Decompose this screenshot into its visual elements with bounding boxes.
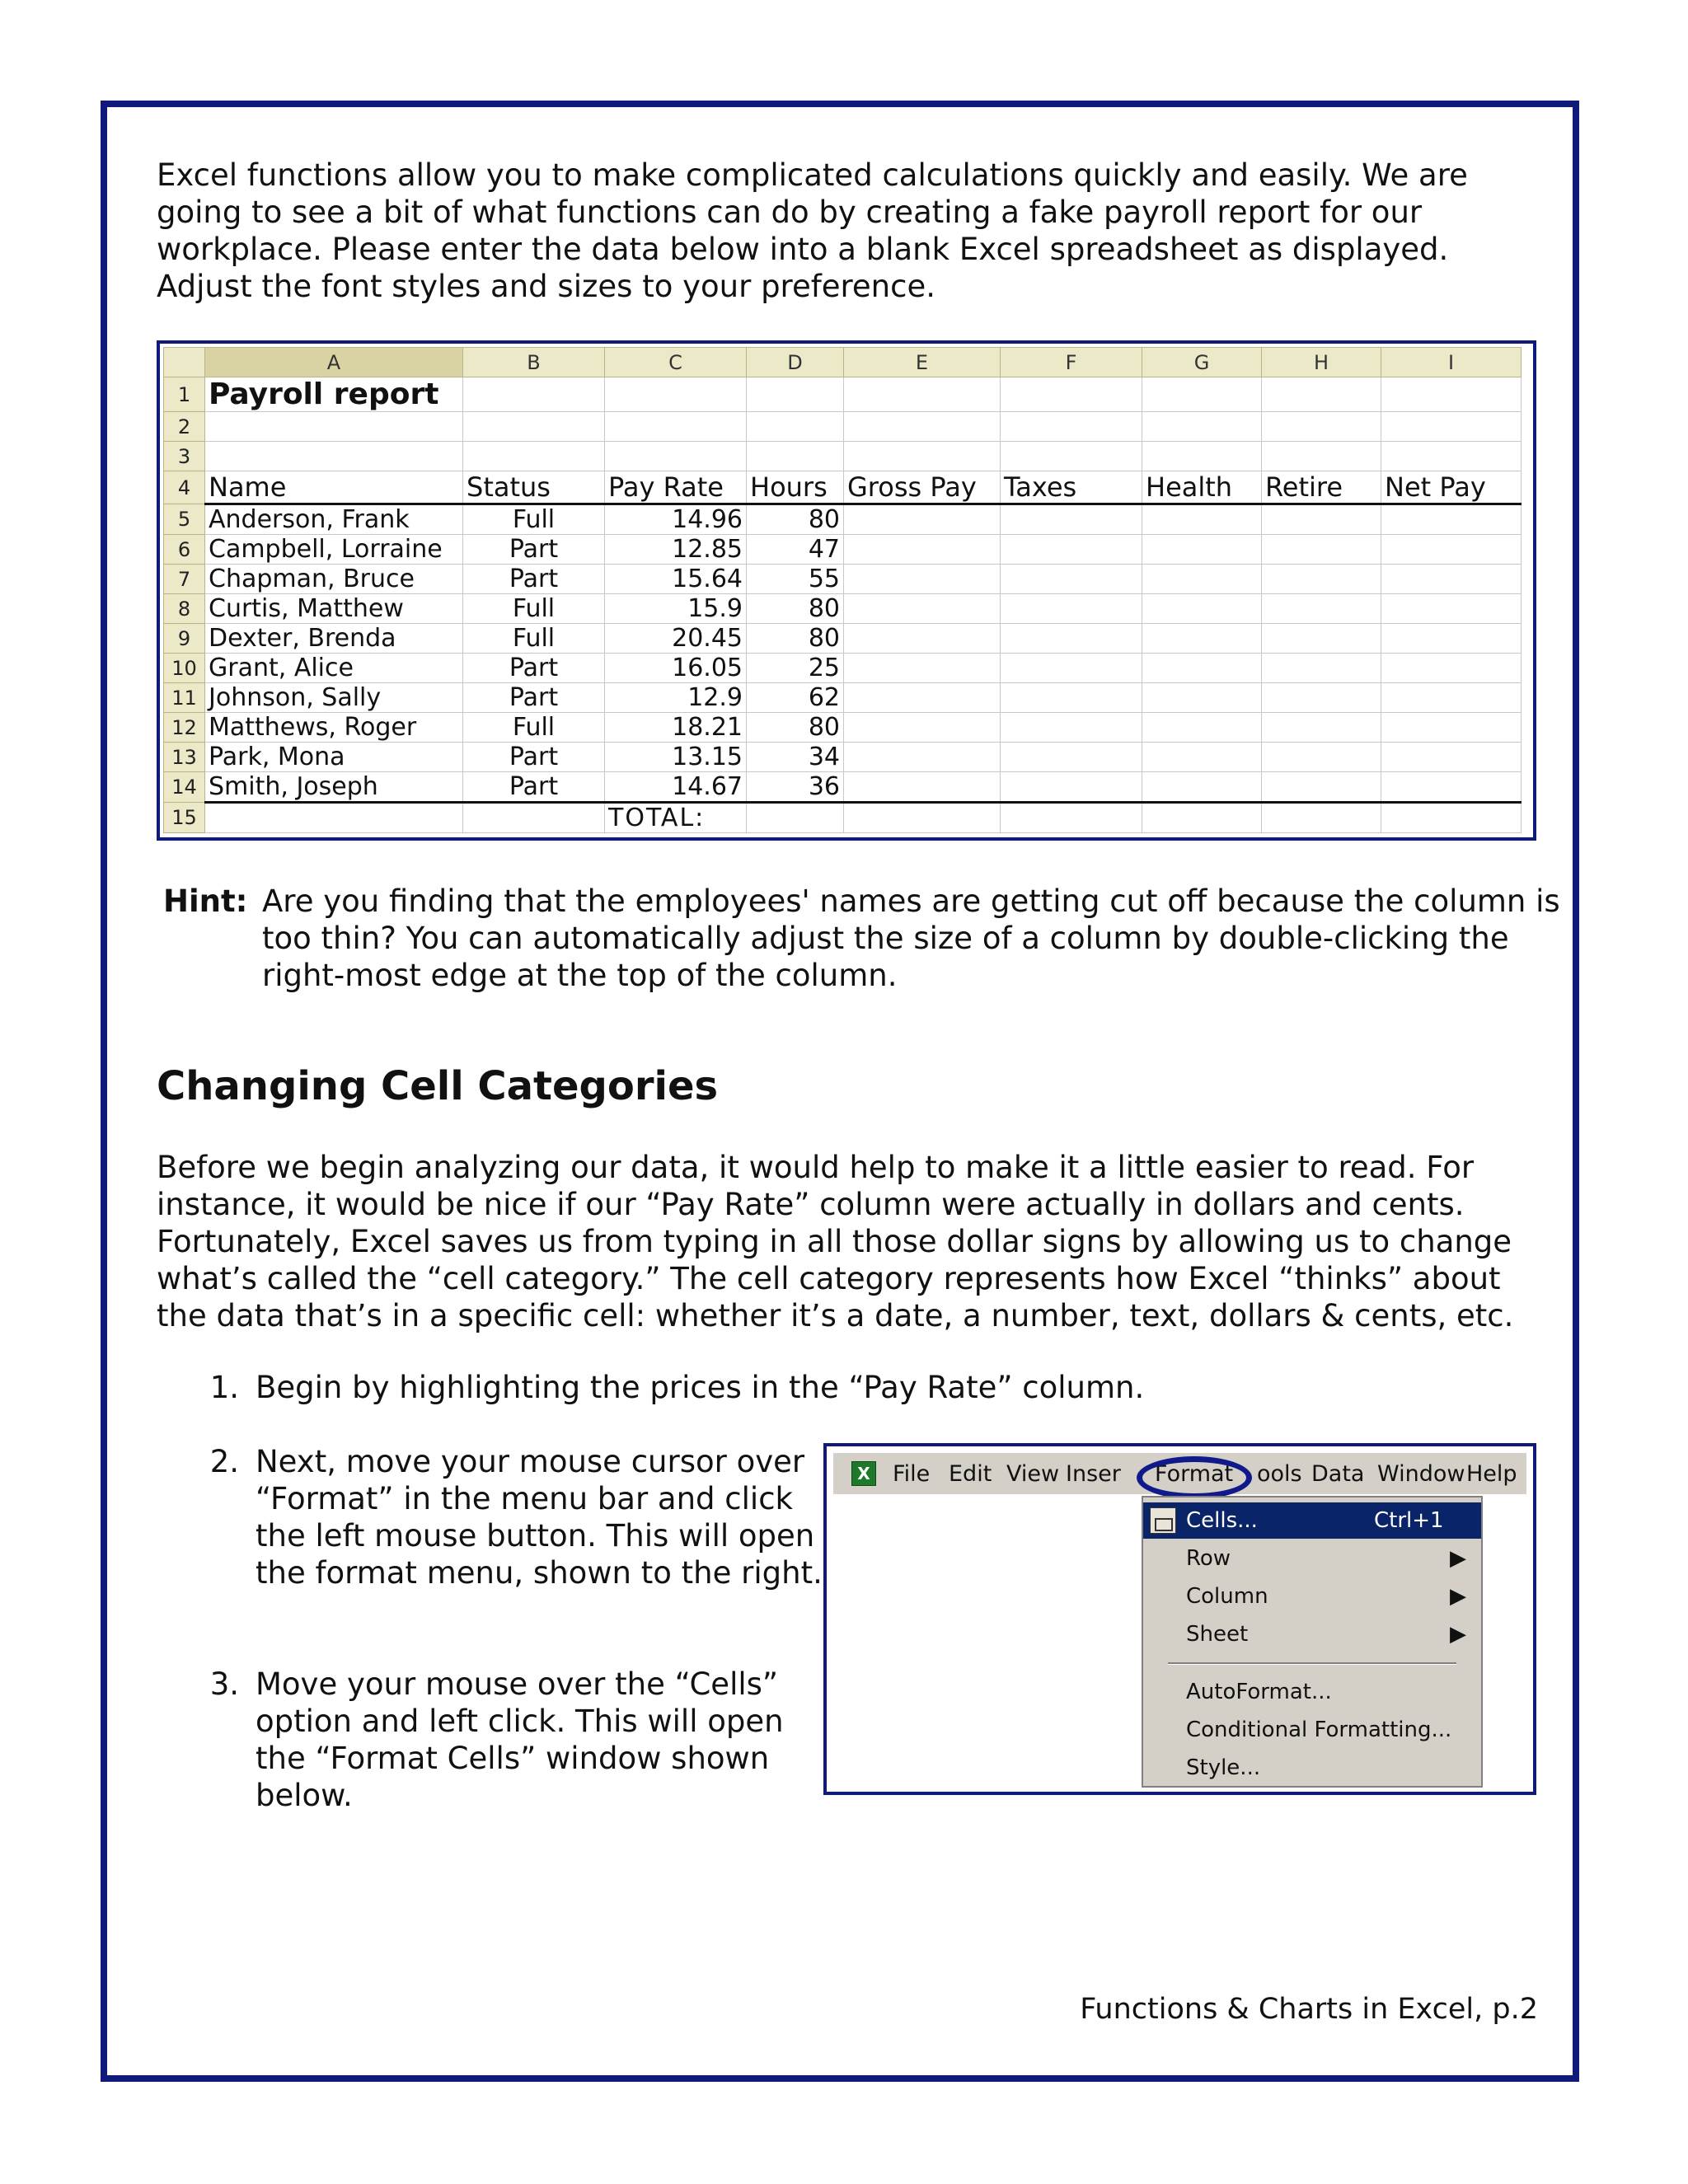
column-header-i[interactable]: I	[1381, 348, 1522, 377]
status-cell[interactable]: Full	[463, 713, 605, 743]
shortcut-label: Ctrl+1	[1374, 1508, 1444, 1533]
cell[interactable]	[205, 442, 463, 471]
row-header[interactable]: 6	[164, 535, 205, 565]
cell[interactable]	[1381, 624, 1522, 654]
cell[interactable]	[844, 713, 1001, 743]
hours-cell[interactable]: 55	[747, 565, 844, 594]
cell[interactable]	[1142, 683, 1262, 713]
cell[interactable]	[1262, 683, 1381, 713]
cell[interactable]	[747, 803, 844, 833]
pay-rate-cell[interactable]: 16.05	[605, 654, 747, 683]
status-cell[interactable]: Part	[463, 743, 605, 772]
name-cell[interactable]: Johnson, Sally	[205, 683, 463, 713]
menu-insert[interactable]: Inser	[1066, 1461, 1121, 1487]
menu-edit[interactable]: Edit	[949, 1461, 992, 1487]
row-header[interactable]: 7	[164, 565, 205, 594]
cell[interactable]	[1262, 743, 1381, 772]
name-cell[interactable]: Matthews, Roger	[205, 713, 463, 743]
cell[interactable]	[1142, 713, 1262, 743]
excel-app-icon[interactable]: X	[851, 1461, 876, 1486]
page-footer: Functions & Charts in Excel, p.2	[1080, 1993, 1538, 2026]
format-menu-screenshot	[823, 1443, 1536, 1795]
table-row	[164, 683, 1522, 713]
cell[interactable]	[1142, 772, 1262, 803]
menu-item-label: Sheet	[1186, 1622, 1249, 1647]
cell[interactable]	[1262, 535, 1381, 565]
hours-cell[interactable]: 80	[747, 713, 844, 743]
cell[interactable]	[1262, 624, 1381, 654]
cell[interactable]	[1142, 504, 1262, 535]
hours-cell[interactable]: 80	[747, 624, 844, 654]
header-gross-pay[interactable]: Gross Pay	[844, 471, 1001, 504]
column-header-h[interactable]: H	[1262, 348, 1381, 377]
cell[interactable]	[844, 594, 1001, 624]
cell[interactable]	[1262, 713, 1381, 743]
cell[interactable]	[1142, 594, 1262, 624]
name-cell[interactable]: Campbell, Lorraine	[205, 535, 463, 565]
pay-rate-cell[interactable]: 13.15	[605, 743, 747, 772]
row-header[interactable]: 14	[164, 772, 205, 803]
step-number: 3.	[209, 1666, 239, 1702]
cell[interactable]	[1262, 654, 1381, 683]
cell[interactable]	[844, 624, 1001, 654]
cell[interactable]	[1381, 713, 1522, 743]
cell[interactable]	[1142, 743, 1262, 772]
header-net-pay[interactable]: Net Pay	[1381, 471, 1522, 504]
cell[interactable]	[1381, 803, 1522, 833]
column-header-e[interactable]: E	[844, 348, 1001, 377]
section-title: Changing Cell Categories	[157, 1063, 719, 1109]
name-cell[interactable]: Chapman, Bruce	[205, 565, 463, 594]
intro-paragraph: Excel functions allow you to make complicated calculations quickly and easily. We are going to see a bit of what functions can do by creating a fake payroll report for our workplace. Please enter the data below into a blank Excel spreadsheet as displayed. Adjust the font styles and sizes to your preference.	[157, 157, 1468, 304]
cell[interactable]	[1262, 504, 1381, 535]
cell[interactable]	[1001, 803, 1142, 833]
column-header-b[interactable]: B	[463, 348, 605, 377]
status-cell[interactable]: Part	[463, 683, 605, 713]
header-retire[interactable]: Retire	[1262, 471, 1381, 504]
hint-text: Are you finding that the employees' names are getting cut off because the column is too thin? You can automatically adjust the size of a column by double-clicking the right-most edge at the top of the column.	[262, 883, 1560, 993]
hours-cell[interactable]: 80	[747, 504, 844, 535]
body-paragraph: Before we begin analyzing our data, it would help to make it a little easier to read. For instance, it would be nice if our “Pay Rate” column were actually in dollars and cents. Fortunately, Excel saves us from typing in all those dollar signs by allowing us to change what’s called the “cell category.” The cell category represents how Excel “thinks” about the data that’s in a specific cell: whether it’s a date, a number, text, dollars & cents, etc.	[157, 1150, 1514, 1333]
format-dropdown-menu	[1142, 1496, 1483, 1788]
column-header-f[interactable]: F	[1001, 348, 1142, 377]
cell[interactable]	[1381, 654, 1522, 683]
spreadsheet-grid	[163, 347, 1522, 833]
menu-item-label: Column	[1186, 1584, 1268, 1609]
cell[interactable]	[1262, 803, 1381, 833]
cell[interactable]	[844, 772, 1001, 803]
cell[interactable]	[1142, 565, 1262, 594]
total-label-cell[interactable]: TOTAL:	[605, 803, 747, 833]
menu-window[interactable]: Window	[1377, 1461, 1465, 1487]
cell[interactable]	[1001, 377, 1142, 412]
cell[interactable]	[1001, 654, 1142, 683]
submenu-arrow-icon: ▶	[1450, 1622, 1466, 1647]
pay-rate-cell[interactable]: 18.21	[605, 713, 747, 743]
table-row	[164, 535, 1522, 565]
cell[interactable]	[1381, 504, 1522, 535]
pay-rate-cell[interactable]: 12.9	[605, 683, 747, 713]
header-status[interactable]: Status	[463, 471, 605, 504]
menu-item-cells[interactable]	[1143, 1502, 1481, 1539]
step-number: 2.	[209, 1444, 239, 1479]
column-header-a[interactable]: A	[205, 348, 463, 377]
row-header[interactable]: 5	[164, 504, 205, 535]
name-cell[interactable]: Grant, Alice	[205, 654, 463, 683]
row-header[interactable]: 12	[164, 713, 205, 743]
cell[interactable]	[605, 412, 747, 442]
menu-item-sheet[interactable]	[1143, 1616, 1481, 1652]
cell[interactable]	[1001, 713, 1142, 743]
cell[interactable]	[463, 377, 605, 412]
menu-item-label: Cells...	[1186, 1508, 1258, 1533]
cell[interactable]	[844, 504, 1001, 535]
cell[interactable]	[1262, 565, 1381, 594]
cell[interactable]	[844, 565, 1001, 594]
header-hours[interactable]: Hours	[747, 471, 844, 504]
cell[interactable]	[1142, 377, 1262, 412]
cell[interactable]	[1142, 654, 1262, 683]
hours-cell[interactable]: 47	[747, 535, 844, 565]
table-row	[164, 654, 1522, 683]
column-header-c[interactable]: C	[605, 348, 747, 377]
name-cell[interactable]: Anderson, Frank	[205, 504, 463, 535]
row-header[interactable]: 8	[164, 594, 205, 624]
cell[interactable]	[1142, 624, 1262, 654]
menu-item-label: Style...	[1186, 1755, 1261, 1780]
submenu-arrow-icon: ▶	[1450, 1584, 1466, 1609]
menu-item-style[interactable]	[1143, 1750, 1481, 1786]
pay-rate-cell[interactable]: 12.85	[605, 535, 747, 565]
header-name[interactable]: Name	[205, 471, 463, 504]
cell[interactable]	[1001, 772, 1142, 803]
pay-rate-cell[interactable]: 14.96	[605, 504, 747, 535]
corner-cell[interactable]	[164, 348, 205, 377]
menu-help[interactable]: Help	[1466, 1461, 1517, 1487]
hours-cell[interactable]: 62	[747, 683, 844, 713]
submenu-arrow-icon: ▶	[1450, 1546, 1466, 1571]
payroll-spreadsheet	[157, 340, 1536, 841]
cell[interactable]	[1001, 442, 1142, 471]
status-cell[interactable]: Full	[463, 624, 605, 654]
cell[interactable]	[1142, 412, 1262, 442]
column-header-d[interactable]: D	[747, 348, 844, 377]
pay-rate-cell[interactable]: 15.64	[605, 565, 747, 594]
menu-item-column[interactable]	[1143, 1578, 1481, 1615]
menu-item-autoformat[interactable]	[1143, 1674, 1481, 1710]
row-header[interactable]: 11	[164, 683, 205, 713]
cell[interactable]	[1381, 535, 1522, 565]
table-row	[164, 624, 1522, 654]
hours-cell[interactable]: 34	[747, 743, 844, 772]
cell[interactable]	[1001, 504, 1142, 535]
hours-cell[interactable]: 25	[747, 654, 844, 683]
cell[interactable]	[844, 412, 1001, 442]
table-row	[164, 772, 1522, 803]
cell[interactable]	[844, 442, 1001, 471]
pay-rate-cell[interactable]: 14.67	[605, 772, 747, 803]
status-cell[interactable]: Part	[463, 654, 605, 683]
row-header[interactable]: 2	[164, 412, 205, 442]
cell[interactable]	[463, 442, 605, 471]
hours-cell[interactable]: 80	[747, 594, 844, 624]
table-row	[164, 743, 1522, 772]
cell[interactable]	[844, 377, 1001, 412]
row-header[interactable]: 13	[164, 743, 205, 772]
cell[interactable]	[1262, 412, 1381, 442]
cell[interactable]	[1381, 565, 1522, 594]
name-cell[interactable]: Dexter, Brenda	[205, 624, 463, 654]
cell[interactable]	[1262, 442, 1381, 471]
row-header[interactable]: 15	[164, 803, 205, 833]
status-cell[interactable]: Full	[463, 504, 605, 535]
step-text: Move your mouse over the “Cells” option and left click. This will open the “Format Cells” window shown below.	[256, 1666, 784, 1813]
cell[interactable]	[844, 683, 1001, 713]
step-text: Begin by highlighting the prices in the “Pay Rate” column.	[256, 1370, 1145, 1405]
cell[interactable]	[1381, 594, 1522, 624]
cell[interactable]	[1142, 442, 1262, 471]
cell[interactable]	[1381, 442, 1522, 471]
cell[interactable]	[1001, 683, 1142, 713]
cell[interactable]	[605, 442, 747, 471]
menu-item-label: Conditional Formatting...	[1186, 1718, 1452, 1742]
menu-item-label: AutoFormat...	[1186, 1680, 1332, 1704]
header-pay-rate[interactable]: Pay Rate	[605, 471, 747, 504]
cell[interactable]	[1142, 535, 1262, 565]
menu-item-conditional-formatting[interactable]	[1143, 1712, 1481, 1748]
cell[interactable]	[1001, 624, 1142, 654]
row-header[interactable]: 10	[164, 654, 205, 683]
cell[interactable]	[747, 442, 844, 471]
report-title-cell[interactable]: Payroll report	[205, 377, 463, 412]
hours-cell[interactable]: 36	[747, 772, 844, 803]
hint-label: Hint:	[163, 883, 248, 919]
cell[interactable]	[605, 377, 747, 412]
cell[interactable]	[1001, 412, 1142, 442]
menu-format[interactable]: Format	[1155, 1461, 1234, 1487]
cell[interactable]	[1262, 594, 1381, 624]
cell[interactable]	[1381, 412, 1522, 442]
cell[interactable]	[844, 743, 1001, 772]
row-header[interactable]: 9	[164, 624, 205, 654]
cell[interactable]	[1001, 743, 1142, 772]
table-row	[164, 504, 1522, 535]
status-cell[interactable]: Part	[463, 565, 605, 594]
cell[interactable]	[747, 377, 844, 412]
cell[interactable]	[1381, 377, 1522, 412]
header-health[interactable]: Health	[1142, 471, 1262, 504]
column-header-g[interactable]: G	[1142, 348, 1262, 377]
table-row	[164, 713, 1522, 743]
name-cell[interactable]: Park, Mona	[205, 743, 463, 772]
cell[interactable]	[1001, 565, 1142, 594]
cell[interactable]	[1001, 535, 1142, 565]
cell[interactable]	[844, 654, 1001, 683]
cell[interactable]	[463, 803, 605, 833]
step-number: 1.	[209, 1370, 239, 1405]
row-header[interactable]: 1	[164, 377, 205, 412]
cell[interactable]	[1262, 377, 1381, 412]
cell[interactable]	[463, 412, 605, 442]
menu-bar	[833, 1453, 1526, 1494]
cell[interactable]	[747, 412, 844, 442]
table-row	[164, 594, 1522, 624]
cell[interactable]	[844, 535, 1001, 565]
status-cell[interactable]: Part	[463, 772, 605, 803]
cell[interactable]	[1001, 594, 1142, 624]
pay-rate-cell[interactable]: 20.45	[605, 624, 747, 654]
cell[interactable]	[205, 412, 463, 442]
cell[interactable]	[1381, 743, 1522, 772]
menu-data[interactable]: Data	[1311, 1461, 1365, 1487]
status-cell[interactable]: Full	[463, 594, 605, 624]
status-cell[interactable]: Part	[463, 535, 605, 565]
row-header[interactable]: 4	[164, 471, 205, 504]
cell[interactable]	[844, 803, 1001, 833]
format-highlight-oval	[1137, 1456, 1252, 1499]
cell[interactable]	[1142, 803, 1262, 833]
menu-item-label: Row	[1186, 1546, 1231, 1571]
cell[interactable]	[1262, 772, 1381, 803]
pay-rate-cell[interactable]: 15.9	[605, 594, 747, 624]
row-header[interactable]: 3	[164, 442, 205, 471]
table-row	[164, 565, 1522, 594]
cell[interactable]	[205, 803, 463, 833]
step-text: Next, move your mouse cursor over “Format” in the menu bar and click the left mouse button. This will open the format menu, shown to the right.	[256, 1444, 823, 1591]
menu-tools[interactable]: ools	[1257, 1461, 1302, 1487]
menu-item-row[interactable]	[1143, 1540, 1481, 1577]
menu-separator	[1168, 1662, 1456, 1665]
menu-file[interactable]: File	[893, 1461, 931, 1487]
format-cells-icon	[1150, 1507, 1176, 1534]
cell[interactable]	[1381, 683, 1522, 713]
name-cell[interactable]: Smith, Joseph	[205, 772, 463, 803]
cell[interactable]	[1381, 772, 1522, 803]
name-cell[interactable]: Curtis, Matthew	[205, 594, 463, 624]
menu-view[interactable]: View	[1006, 1461, 1060, 1487]
header-taxes[interactable]: Taxes	[1001, 471, 1142, 504]
